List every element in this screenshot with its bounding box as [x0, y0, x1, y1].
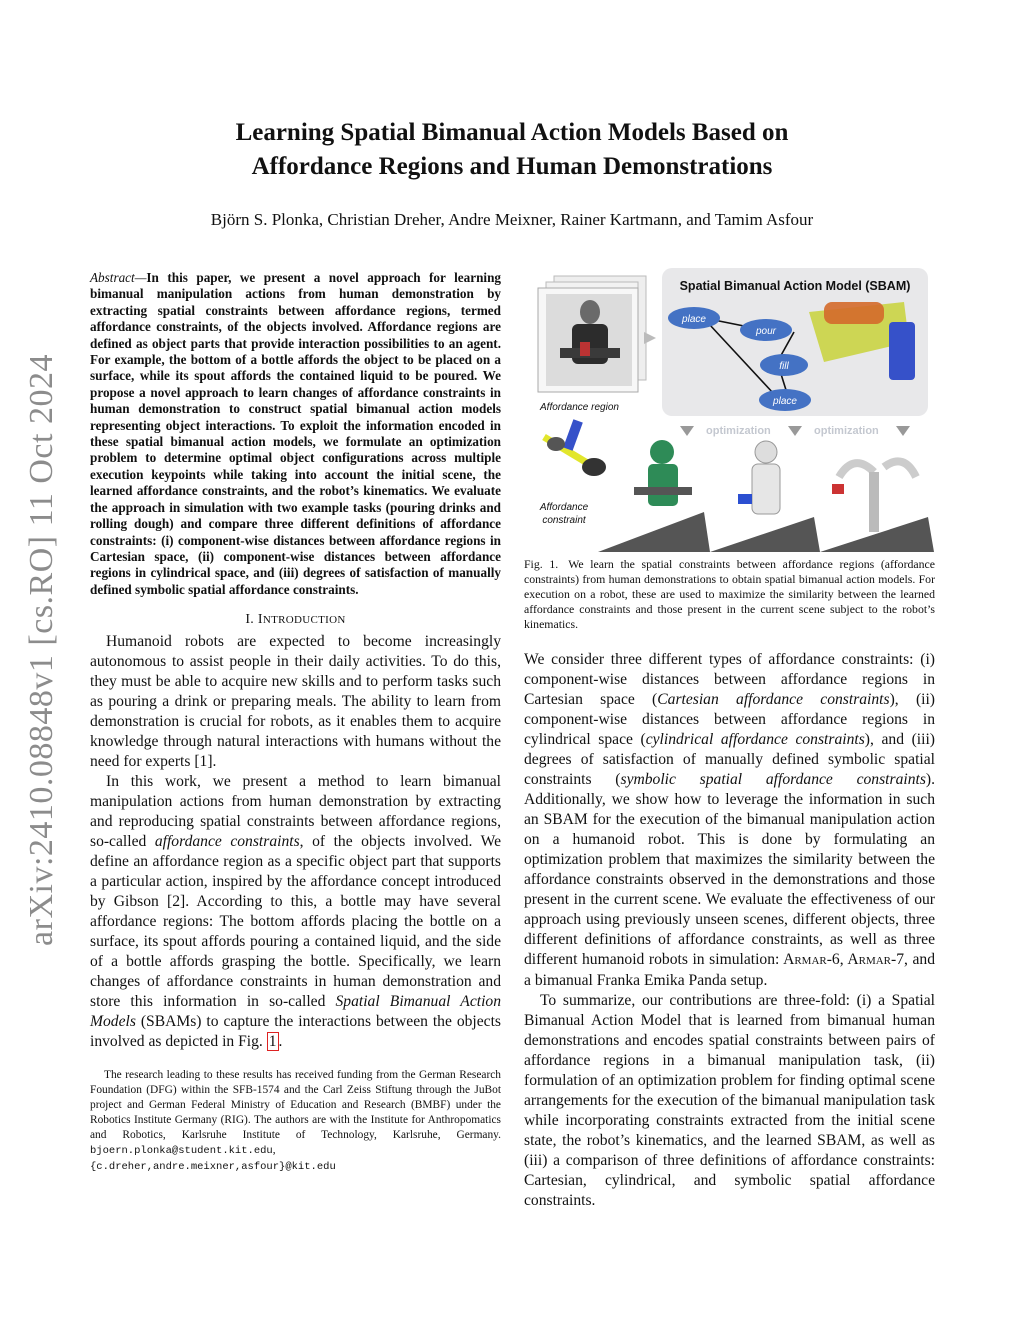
sbam-node-pour	[740, 319, 792, 341]
abstract-text: In this paper, we present a novel approach for learning bimanual manipulation actions from human demonstration by extracting spatial constraints between affordance regions, termed affordance constraints, of the objects involved. Affordance regions are defined as object parts that provide interaction possibilities to an agent. For example, the bottom of a bottle affords the object to be placed on a surface, while its spout affords the contained liquid to be poured. We propose a novel approach to learn changes of affordance constraints in human demonstration to construct spatial bimanual action models representing object interactions. To exploit the information encoded in these spatial bimanual action models, we formulate an optimization problem to determine optimal object configurations across multiple execution keypoints while taking into account the initial scene, the learned affordance constraints, and the robot’s kinematics. We evaluate the approach in simulation with two example tasks (pouring drinks and rolling dough) and compare three different definitions of affordance constraints: (i) component-wise distances between affordance regions in Cartesian space, (ii) component-wise distances between affordance regions in cylindrical space, and (iii) degrees of satisfaction of manually defined symbolic spatial affordance constraints.	[90, 270, 501, 597]
svg-text:fill: fill	[779, 361, 789, 372]
abstract	[90, 270, 501, 598]
sbam-node-fill	[760, 354, 808, 376]
svg-text:constraint: constraint	[542, 515, 586, 526]
intro-paragraph-2: In this work, we present a method to learn bimanual manipulation actions from human demonstration by extracting and reproducing spatial constraints between affordance regions, so-called affordance constraints, of the objects involved. We define an affordance region as a specific object part that supports a particular action, inspired by the affordance concept introduced by Gibson [2]. According to this, a bottle may have several affordance regions: The bottom affords placing the bottle on a surface, its spout affords pouring a contained liquid, and the side of a bottle affords grasping the bottle. Specifically, we learn changes of affordance constraints in human demonstration and store this information in so-called Spatial Bimanual Action Models (SBAMs) to capture the interactions between the objects involved as depicted in Fig. 1 .	[90, 773, 501, 1051]
arrow-icon	[644, 332, 656, 344]
sbam-node-place	[759, 389, 811, 411]
intro-paragraph-1: Humanoid robots are expected to become increasingly autonomous to assist people in their daily activities. To do this, they must be able to acquire new skills and to perform tasks such as pouring a drink or preparing meals. The ability to learn from demonstration is crucial for robots, as it enables them to acquire knowledge through natural interactions with humans without the need for experts [1].	[90, 633, 501, 771]
svg-text:pour: pour	[755, 326, 777, 337]
left-column	[90, 270, 501, 1187]
robot-armar-7	[710, 441, 820, 552]
paper-title: Learning Spatial Bimanual Action Models Based on Affordance Regions and Human Demonstrations	[235, 119, 789, 180]
arxiv-identifier: arXiv:2410.08848v1 [cs.RO] 11 Oct 2024	[23, 354, 60, 946]
email-link[interactable]: bjoern.plonka@student.kit.edu	[90, 1145, 273, 1158]
abstract-label: Abstract—	[90, 270, 147, 285]
svg-text:place: place	[773, 396, 797, 407]
funding-footnote: The research leading to these results has received funding from the German Research Foundation (DFG) within the SFB-1574 and the Carl Zeiss Stiftung through the JuBot project and German Federal Ministry of Education and Research (BMBF) under the Robotics Institute Germany (RIG). The authors are with the Institute for Anthropomatics and Robotics, Karlsruhe Institute of Technology, Karlsruhe, Germany. bjoern.plonka@student.kit.edu, {c.dreher,andre.meixner,asfour}@kit.edu	[90, 1069, 501, 1174]
figure-1-caption: Fig. 1. We learn the spatial constraints between affordance regions (affordance constraints) from human demonstrations to obtain spatial bimanual action models. For execution on a robot, these are used to maximize the similarity between the learned affordance constraints and those present in the current scene subject to the robot’s kinematics.	[524, 557, 936, 631]
section-heading-introduction: I. INTRODUCTION	[245, 612, 346, 628]
right-paragraph-2: To summarize, our contributions are three-fold: (i) a Spatial Bimanual Action Model that is learned from bimanual human demonstrations and encodes spatial constraints between pairs of affordance regions in a bimanual manipulation task, (ii) formulation of an optimization problem for finding optimal scene arrangements for the execution of the bimanual manipulation task while incorporating constraints extracted from the initial scene state, the robot’s kinematics, and the learned SBAM, as well as (iii) a comparison of three definitions of affordance constraints: Cartesian, cylindrical, and symbolic spatial affordance constraints.	[524, 992, 935, 1209]
svg-text:Affordance: Affordance	[539, 502, 589, 513]
affordance-region-label: Affordance region	[540, 402, 619, 413]
arrow-down-icon	[680, 426, 694, 436]
arrow-down-icon	[788, 426, 802, 436]
figure-1	[524, 262, 935, 554]
demonstration-photos	[538, 276, 646, 392]
optimization-label: optimization	[814, 425, 879, 437]
sbam-title: Spatial Bimanual Action Model (SBAM)	[679, 279, 911, 293]
sbam-panel	[662, 268, 928, 416]
arrow-down-icon	[896, 426, 910, 436]
svg-text:place: place	[682, 314, 706, 325]
author-list: Björn S. Plonka, Christian Dreher, Andre Meixner, Rainer Kartmann, and Tamim Asfour	[210, 210, 814, 229]
robot-armar-6	[598, 440, 710, 552]
affordance-closeup	[544, 419, 606, 476]
robot-franka-panda	[820, 461, 934, 552]
right-paragraph-1: We consider three different types of affordance constraints: (i) component-wise distances between affordance regions in Cartesian space (Cartesian affordance constraints), (ii) component-wise distances between affordance regions in cylindrical space (cylindrical affordance constraints), and (iii) degrees of satisfaction of manually defined symbolic spatial constraints (symbolic spatial affordance constraints). Additionally, we show how to leverage the information in such an SBAM for the execution of the bimanual manipulation action on a humanoid robot. This is done by formulating an optimization problem that maximizes the similarity between the affordance constraints observed in the demonstrations and those present in the current scene. We evaluate the effectiveness of our approach using previously unseen scenes, different objects, three different definitions of affordance constraints, as well as three different humanoid robots in simulation: ARMAR-6, ARMAR-7, and a bimanual Franka Emika Panda setup.	[524, 651, 935, 989]
figure-1-illustration	[524, 262, 935, 554]
sbam-node-place	[668, 307, 720, 329]
email-link[interactable]: {c.dreher,andre.meixner,asfour}@kit.edu	[90, 1161, 336, 1174]
figure-1-link[interactable]: 1	[268, 1033, 277, 1051]
optimization-label: optimization	[706, 425, 771, 437]
right-column	[524, 650, 935, 1211]
